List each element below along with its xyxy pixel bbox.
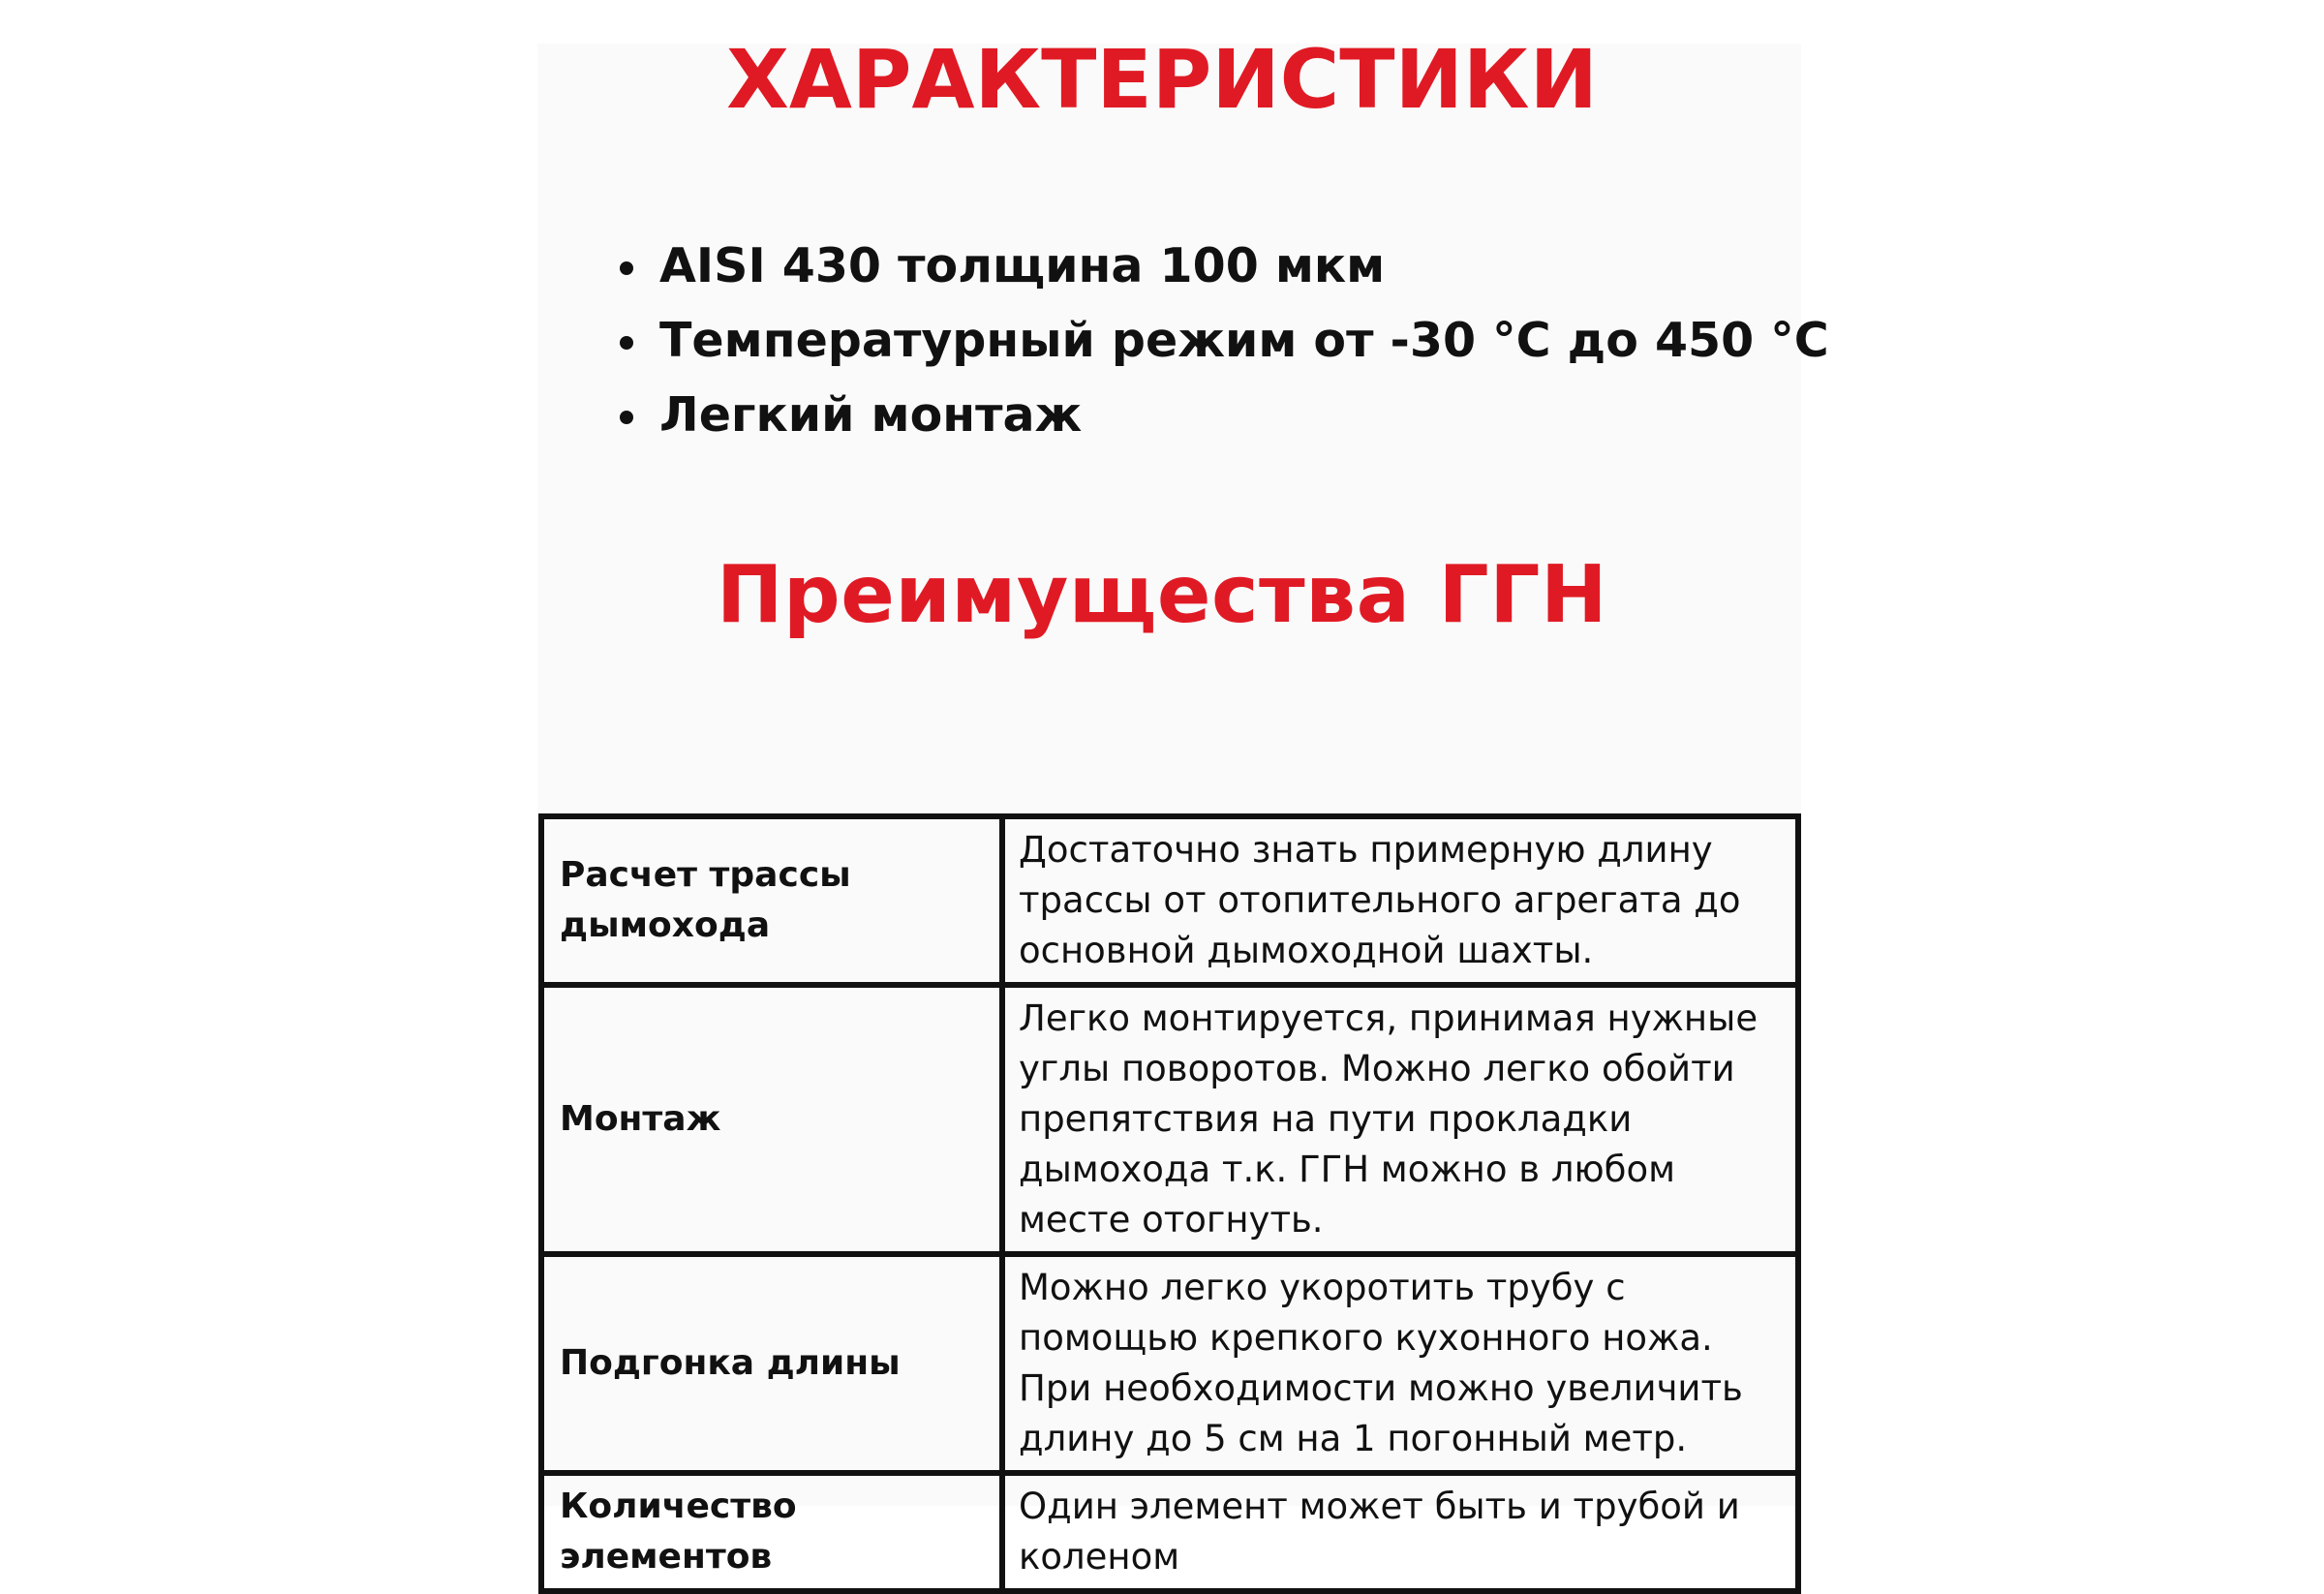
bullet-icon [620, 336, 633, 350]
characteristics-item-text: Температурный режим от -30 °С до 450 °С [659, 313, 1829, 368]
advantages-table [538, 813, 1801, 1594]
row-description: Можно легко укоротить трубу с помощью крепкого кухонного ножа. При необходимости можно увеличить длину до 5 см на 1 погонный метр. [1002, 1254, 1798, 1473]
row-description: Легко монтируется, принимая нужные углы поворотов. Можно легко обойти препятствия на пути прокладки дымохода т.к. ГГН можно в любом месте отогнуть. [1002, 985, 1798, 1254]
bullet-icon [620, 261, 633, 275]
characteristics-item [620, 378, 1829, 452]
row-label: Количество элементов [541, 1473, 1002, 1591]
characteristics-list [620, 229, 1829, 452]
characteristics-title: ХАРАКТЕРИСТИКИ [726, 32, 1598, 127]
row-label: Расчет трассы дымохода [541, 816, 1002, 985]
table-row [541, 1473, 1798, 1591]
characteristics-item-text: Легкий монтаж [659, 387, 1083, 443]
characteristics-item [620, 229, 1829, 303]
table-row [541, 985, 1798, 1254]
characteristics-item-text: AISI 430 толщина 100 мкм [659, 238, 1386, 293]
row-description: Один элемент может быть и трубой и коленом [1002, 1473, 1798, 1591]
row-label: Монтаж [541, 985, 1002, 1254]
row-label: Подгонка длины [541, 1254, 1002, 1473]
bullet-icon [620, 411, 633, 424]
advantages-title: Преимущества ГГН [716, 549, 1608, 641]
table-row [541, 1254, 1798, 1473]
row-description: Достаточно знать примерную длину трассы от отопительного агрегата до основной дымоходной шахты. [1002, 816, 1798, 985]
table-row [541, 816, 1798, 985]
characteristics-item [620, 303, 1829, 378]
